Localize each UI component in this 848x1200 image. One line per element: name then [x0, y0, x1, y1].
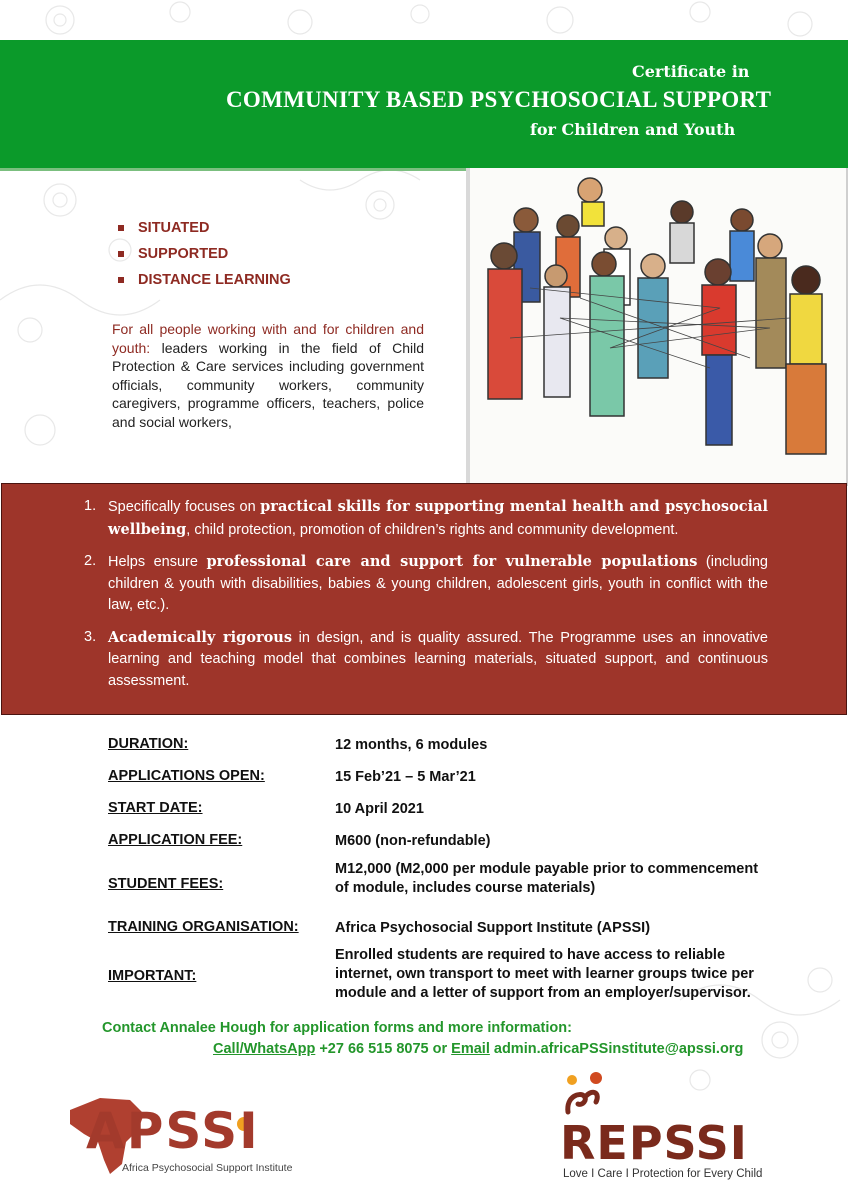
- duration-value: 12 months, 6 modules: [335, 737, 488, 753]
- list-item: SITUATED: [118, 218, 291, 244]
- email-link[interactable]: Email: [451, 1041, 490, 1057]
- audience-description: [112, 320, 424, 432]
- student-fees-value: M12,000 (M2,000 per module payable prior to commencement of module, includes course materials): [335, 861, 759, 896]
- student-fees-label: STUDENT FEES:: [108, 876, 224, 892]
- list-item: SUPPORTED: [118, 244, 291, 270]
- email-address: admin.africaPSSinstitute@apssi.org: [489, 1041, 744, 1057]
- list-item: 1. Specifically focuses on practical skills for supporting mental health and psychosocial wellbeing, child protection, promotion of children’s rights and community development.: [84, 498, 769, 538]
- square-bullet-icon: [118, 251, 124, 257]
- contact-details: [213, 1041, 743, 1057]
- apssi-logo: APSSI: [86, 1102, 260, 1160]
- training-organisation-value: Africa Psychosocial Support Institute (APSSI): [335, 920, 651, 936]
- call-whatsapp-link[interactable]: Call/WhatsApp: [213, 1041, 316, 1057]
- important-value: Enrolled students are required to have access to reliable internet, own transport to meet with learner groups twice per module and a letter of support from an employer/supervisor.: [335, 947, 754, 1001]
- application-fee-label: APPLICATION FEE:: [108, 832, 243, 848]
- apssi-tagline: Africa Psychosocial Support Institute: [122, 1162, 293, 1174]
- important-label: IMPORTANT:: [108, 968, 197, 984]
- highlights-list: [84, 496, 769, 702]
- training-organisation-label: TRAINING ORGANISATION:: [108, 919, 299, 935]
- applications-open-label: APPLICATIONS OPEN:: [108, 768, 265, 784]
- people-circle-icon: [470, 168, 846, 486]
- list-item: 3. Academically rigorous in design, and is quality assured. The Programme uses an innovative learning and teaching model that combines learning materials, situated support, and continuous assessment.: [84, 628, 768, 689]
- start-date-label: START DATE:: [108, 800, 203, 816]
- square-bullet-icon: [118, 225, 124, 231]
- square-bullet-icon: [118, 277, 124, 283]
- repssi-logo: REPSSI: [560, 1116, 748, 1170]
- duration-label: DURATION:: [108, 736, 189, 752]
- program-title: COMMUNITY BASED PSYCHOSOCIAL SUPPORT: [226, 87, 772, 112]
- program-highlights-panel: [1, 483, 847, 715]
- repssi-tagline: Love I Care I Protection for Every Child: [563, 1168, 763, 1180]
- applications-open-value: 15 Feb’21 – 5 Mar’21: [335, 769, 476, 785]
- repssi-figure-icon: [556, 1066, 612, 1118]
- audience-text: leaders working in the field of Child Protection & Care services including government officials, community workers, community caregivers, programme officers, teachers, police and social workers,: [112, 339, 424, 430]
- list-item: DISTANCE LEARNING: [118, 270, 291, 296]
- audience-highlight: For all people working with and for children and youth:: [112, 321, 424, 356]
- group-illustration: [466, 168, 848, 486]
- program-subtitle: for Children and Youth: [530, 120, 736, 139]
- contact-heading: Contact Annalee Hough for application forms and more information:: [102, 1020, 572, 1036]
- learning-mode-list: [118, 218, 291, 296]
- certificate-label: Certificate in: [632, 62, 750, 81]
- application-fee-value: M600 (non-refundable): [335, 833, 491, 849]
- start-date-value: 10 April 2021: [335, 801, 424, 817]
- list-item: 2. Helps ensure professional care and support for vulnerable populations (including children & youth with disabilities, babies & young children, adolescent girls, youth in conflict with the law, etc.).: [84, 553, 768, 613]
- title-banner: [0, 40, 848, 171]
- phone-number: +27 66 515 8075 or: [315, 1041, 452, 1057]
